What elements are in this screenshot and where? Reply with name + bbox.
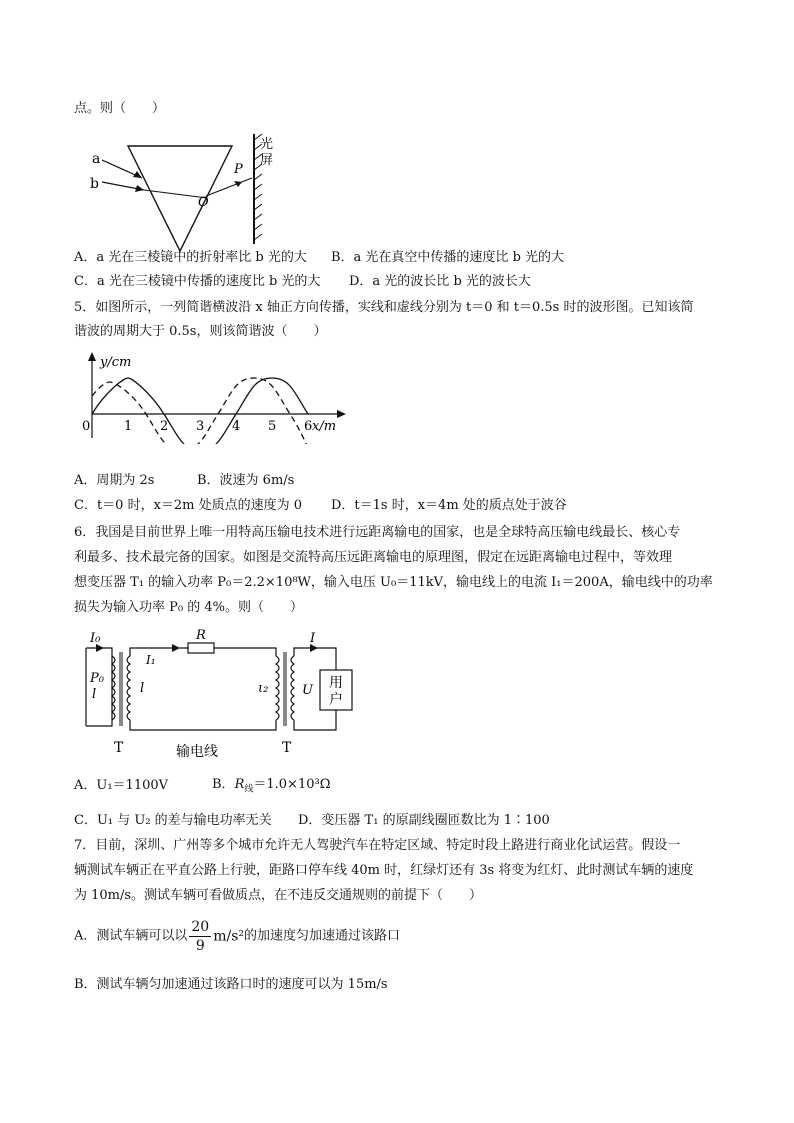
q6-option-a[interactable]: A．U₁＝1100V bbox=[74, 778, 169, 793]
tick-1: 1 bbox=[124, 419, 133, 434]
q4-option-c[interactable]: C．a 光在三棱镜中传播的速度比 b 光的大 bbox=[74, 274, 321, 289]
q4-option-b[interactable]: B．a 光在真空中传播的速度比 b 光的大 bbox=[331, 250, 565, 265]
q6-option-b-R: R bbox=[234, 777, 245, 792]
q7-option-a-fraction bbox=[189, 918, 211, 955]
q6-option-c[interactable]: C．U₁ 与 U₂ 的差与输电功率无关 bbox=[74, 813, 272, 828]
screen-label-1: 光 bbox=[260, 137, 274, 152]
tick-2: 2 bbox=[160, 419, 169, 434]
label-T2: T bbox=[282, 740, 292, 756]
q6-option-d[interactable]: D．变压器 T₁ 的原副线圈匝数比为 1∶100 bbox=[298, 813, 550, 828]
screen-label-2: 屏 bbox=[260, 153, 274, 168]
q6-stem-line1: 6．我国是目前世界上唯一用特高压输电技术进行远距离输电的国家，也是全球特高压输电线最长、核心专 bbox=[74, 525, 681, 540]
q6-option-b-sub: 线 bbox=[244, 784, 254, 795]
q7-option-a-suffix: 的加速度匀加速通过该路口 bbox=[244, 928, 401, 944]
q7-option-b[interactable]: B．测试车辆匀加速通过该路口时的速度可以为 15m/s bbox=[74, 977, 388, 992]
q7-stem-line1: 7．目前，深圳、广州等多个城市允许无人驾驶汽车在特定区域、特定时段上路进行商业化试运营。假设一 bbox=[74, 838, 681, 853]
q4-option-a[interactable]: A．a 光在三棱镜中的折射率比 b 光的大 bbox=[74, 250, 307, 265]
label-I: I bbox=[310, 631, 316, 646]
label-wire: 输电线 bbox=[176, 744, 218, 760]
transmission-circuit bbox=[80, 626, 355, 766]
q6-option-b-value: ＝1.0×10³Ω bbox=[253, 777, 331, 792]
wave-t05-dashed bbox=[92, 378, 313, 444]
q5-option-a[interactable]: A．周期为 2s bbox=[74, 473, 155, 488]
q5-option-c[interactable]: C．t＝0 时，x＝2m 处质点的速度为 0 bbox=[74, 498, 303, 513]
label-U2: ι₂ bbox=[258, 681, 269, 696]
q7-option-a-prefix: A．测试车辆可以以 bbox=[74, 928, 188, 944]
ray-emergent bbox=[206, 178, 252, 196]
q7-option-a-unit: m/s² bbox=[213, 928, 245, 945]
fraction-numerator: 20 bbox=[191, 919, 210, 935]
tick-4: 4 bbox=[232, 419, 241, 434]
resistor-R bbox=[188, 643, 214, 653]
q7-option-a[interactable] bbox=[74, 918, 400, 955]
tick-3: 3 bbox=[196, 419, 205, 434]
q5-stem-line1: 5．如图所示，一列简谐横波沿 x 轴正方向传播，实线和虚线分别为 t＝0 和 t＝0.5s 时的波形图。已知该简 bbox=[74, 300, 694, 315]
q6-option-b[interactable] bbox=[212, 776, 330, 799]
tick-6: 6 bbox=[304, 419, 313, 434]
tick-5: 5 bbox=[268, 419, 277, 434]
user-label-1: 用 bbox=[329, 675, 343, 691]
q7-stem-line2: 辆测试车辆正在平直公路上行驶，距路口停车线 40m 时，红绿灯还有 3s 将变为红灯、此时测试车辆的速度 bbox=[74, 863, 694, 878]
user-label-2: 户 bbox=[329, 692, 343, 708]
label-I1: I₁ bbox=[146, 653, 156, 667]
label-R: R bbox=[196, 628, 206, 643]
label-b: b bbox=[90, 176, 99, 192]
x-axis-label: x/m bbox=[312, 419, 337, 434]
prism-triangle bbox=[128, 146, 232, 251]
label-P0: P₀ bbox=[90, 671, 104, 686]
q5-option-d[interactable]: D．t＝1s 时，x＝4m 处的质点处于波谷 bbox=[331, 498, 567, 513]
origin-label: 0 bbox=[82, 419, 91, 434]
q6-stem-line3: 想变压器 T₁ 的输入功率 P₀＝2.2×10⁸W，输入电压 U₀＝11kV，输电线上的电流 I₁＝200A，输电线中的功率 bbox=[74, 575, 713, 590]
q6-option-b-prefix: B． bbox=[212, 777, 235, 792]
label-U: U bbox=[302, 683, 313, 698]
wave-graph bbox=[80, 352, 350, 444]
y-axis-label: y/cm bbox=[100, 355, 132, 370]
label-I0: I₀ bbox=[90, 631, 101, 646]
label-U0: l bbox=[92, 687, 97, 702]
q7-stem-line3: 为 10m/s。测试车辆可看做质点，在不违反交通规则的前提下（ ） bbox=[74, 888, 483, 903]
q4-stem-tail: 点。则（ ） bbox=[74, 101, 166, 116]
wave-t0-solid bbox=[92, 378, 308, 444]
q4-option-d[interactable]: D．a 光的波长比 b 光的波长大 bbox=[349, 274, 531, 289]
label-P: P bbox=[234, 162, 243, 177]
label-O: O bbox=[198, 195, 209, 210]
fraction-denominator: 9 bbox=[195, 938, 205, 954]
label-U1: l bbox=[140, 681, 145, 696]
q6-stem-line2: 利最多、技术最完备的国家。如图是交流特高压远距离输电的原理图，假定在远距离输电过程中，等效理 bbox=[74, 550, 673, 565]
prism-figure bbox=[84, 126, 284, 256]
label-a: a bbox=[92, 151, 101, 167]
q6-stem-line4: 损失为输入功率 P₀ 的 4%。则（ ） bbox=[74, 600, 303, 615]
q5-option-b[interactable]: B．波速为 6m/s bbox=[197, 473, 295, 488]
q5-stem-line2: 谐波的周期大于 0.5s，则该简谐波（ ） bbox=[74, 324, 327, 339]
label-T1: T bbox=[114, 740, 124, 756]
